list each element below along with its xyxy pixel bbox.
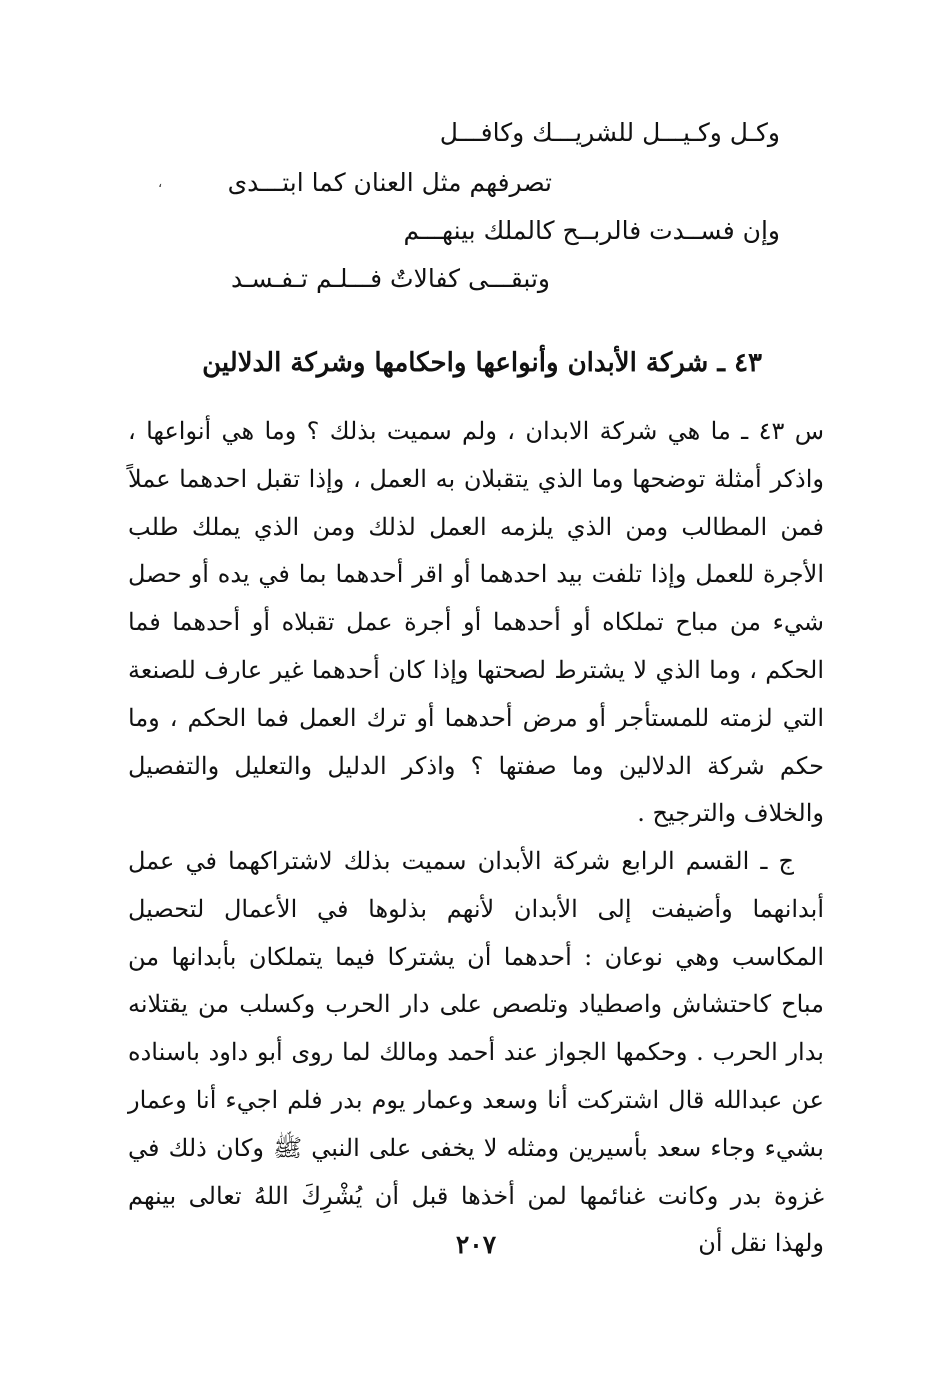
- section-heading: ٤٣ ـ شركة الأبدان وأنواعها واحكامها وشركة الدلالين: [202, 348, 762, 378]
- answer-paragraph: ج ـ القسم الرابع شركة الأبدان سميت بذلك لاشتراكهما في عمل أبدانهما وأضيفت إلى الأبدان لأنهم بذلوها في الأعمال لتحصيل المكاسب وهي نوعان : أحدهما أن يشتركا فيما يتملكان بأبدانها من مباح كاحتشاش واصطياد وتلصص على دار الحرب وكسلب من يقتلانه بدار الحرب . وحكمها الجواز عند أحمد ومالك لما روى أبو داود باسناده عن عبدالله قال اشتركت أنا وسعد وعمار يوم بدر فلم اجيء أنا وعمار بشيء وجاء سعد بأسيرين ومثله لا يخفى على النبي ﷺ وكان ذلك في غزوة بدر وكانت غنائمها لمن أخذها قبل أن يُشْرِكَ اللهُ تعالى بينهم ولهذا نقل أن: [128, 847, 824, 1258]
- poem-verse-1: وكـل وكـيـــل للشريـــك وكافـــل: [439, 118, 780, 147]
- poem-verse-2: تصرفهم مثل العنان كما ابتـــدى: [227, 168, 552, 197]
- page-number: ٢٠٧: [455, 1230, 497, 1259]
- question-paragraph: س ٤٣ ـ ما هي شركة الابدان ، ولم سميت بذلك ؟ وما هي أنواعها ، واذكر أمثلة توضحها وما الذي يتقبلان به العمل ، وإذا تقبل احدهما عملاً فمن المطالب ومن الذي يلزمه العمل لذلك ومن الذي يملك طلب الأجرة للعمل وإذا تلفت بيد احدهما أو اقر أحدهما بما في يده أو حصل شيء من مباح تملكاه أو أحدهما أو أجرة عمل تقبلاه أو أحدهما فما الحكم ، وما الذي لا يشترط لصحتها وإذا كان أحدهما غير عارف للصنعة التي لزمته للمستأجر أو مرض أحدهما أو ترك العمل فما الحكم ، وما حكم شركة الدلالين وما صفتها ؟ واذكر الدليل والتعليل والتفصيل والخلاف والترجيح .: [128, 417, 824, 828]
- poem-verse-4: وتبقـــى كفالاتٌ فـــلـم تـفـسـد: [231, 264, 550, 293]
- poem-verse-3: وإن فســدت فالربــح كالملك بينهـــم: [403, 216, 780, 245]
- verse-mark: ،: [158, 176, 163, 191]
